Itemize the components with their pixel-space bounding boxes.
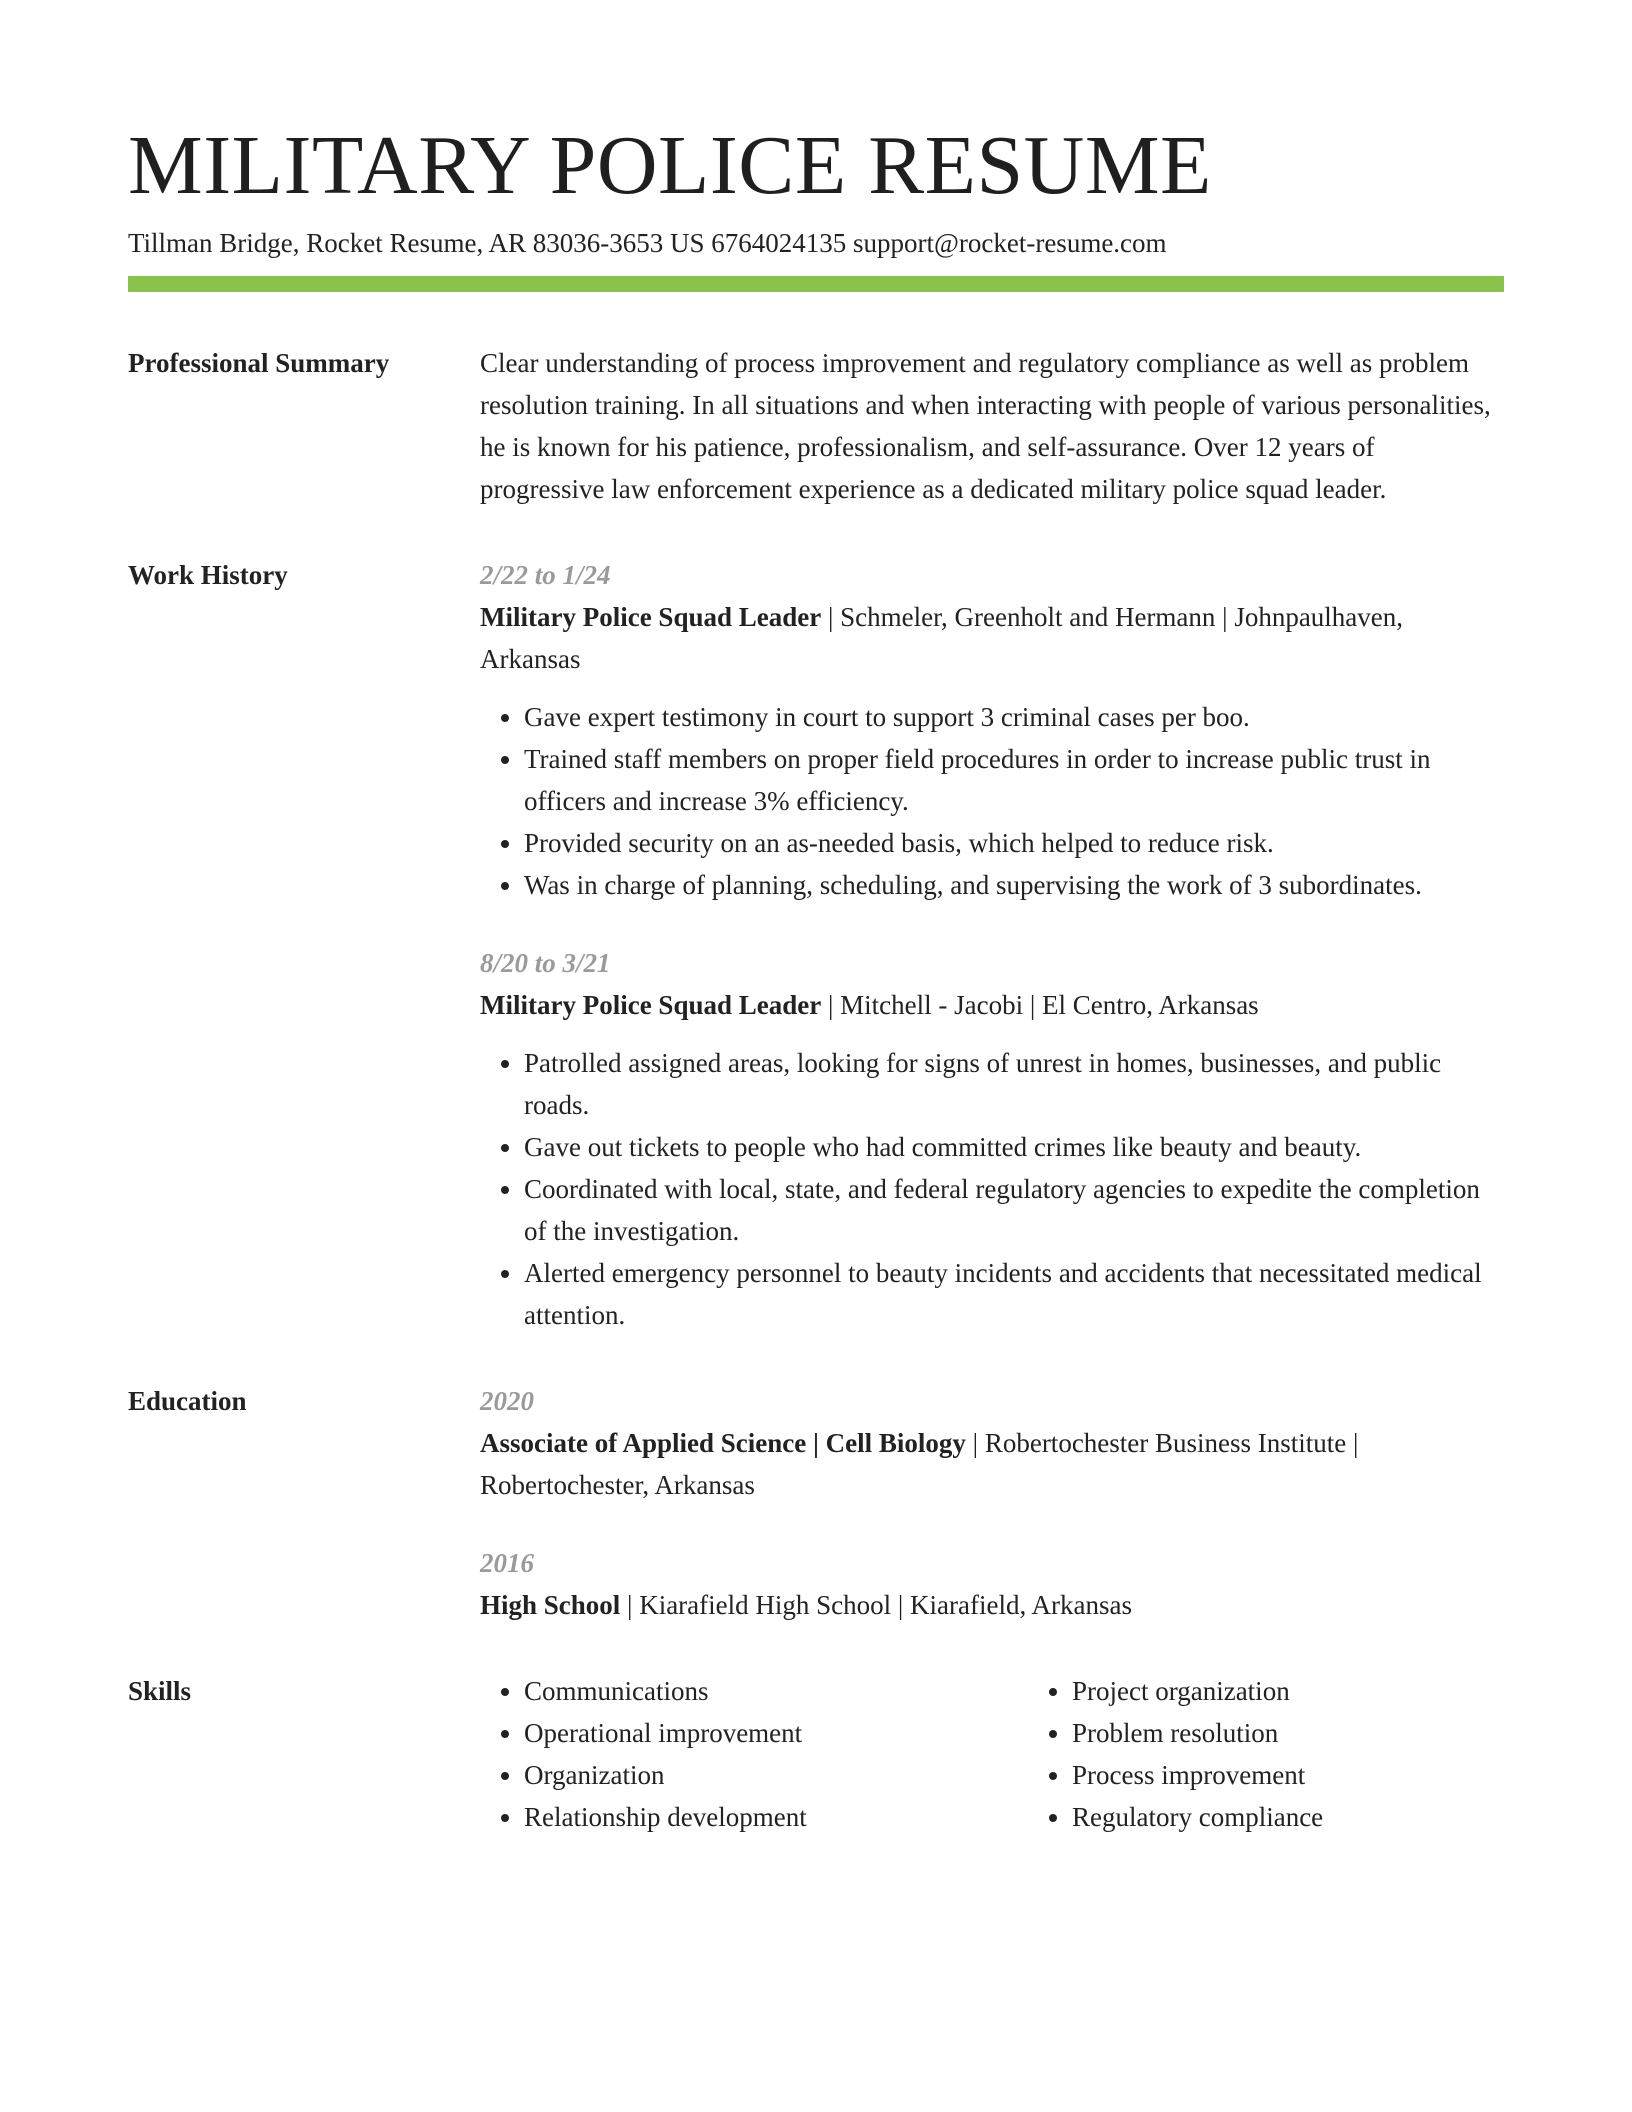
summary-text: Clear understanding of process improvement and regulatory compliance as well as problem resolution training. In all situations and when interacting with people of various personalities, he is known for his patience, professionalism, and self-assurance. Over 12 years of progressive law enforcement experience as a dedicated military police squad leader. — [480, 348, 1491, 504]
skill-item: • Communications — [524, 1670, 1028, 1712]
section-label: Education — [128, 1386, 247, 1416]
education-degree: High School — [480, 1590, 621, 1620]
education-heading — [480, 1584, 1504, 1626]
section-work-history — [128, 554, 1504, 1336]
section-label: Work History — [128, 560, 288, 590]
resume-title: MILITARY POLICE RESUME — [128, 119, 1212, 212]
job-bullets — [480, 1042, 1504, 1336]
skill-item: • Regulatory compliance — [1072, 1796, 1576, 1838]
skill-item: • Project organization — [1072, 1670, 1576, 1712]
section-professional-summary — [128, 342, 1504, 510]
skill-item: • Relationship development — [524, 1796, 1028, 1838]
list-item: • Gave expert testimony in court to support 3 criminal cases per boo. — [524, 696, 1504, 738]
section-body — [480, 1380, 1504, 1626]
section-label: Skills — [128, 1676, 192, 1706]
skill-item: • Organization — [524, 1754, 1028, 1796]
section-skills — [128, 1670, 1504, 1838]
job-dates: 2/22 to 1/24 — [480, 560, 611, 590]
list-item: • Trained staff members on proper field procedures in order to increase public trust in officers and increase 3% efficiency. — [524, 738, 1504, 822]
resume-page — [128, 118, 1504, 1838]
contact-address: Tillman Bridge, Rocket Resume, AR 83036-3653 US — [128, 228, 705, 258]
education-entry — [480, 1380, 1504, 1506]
skills-list-right — [1028, 1670, 1576, 1838]
job-bullets — [480, 696, 1504, 906]
list-item: • Patrolled assigned areas, looking for signs of unrest in homes, businesses, and public roads. — [524, 1042, 1504, 1126]
skills-list-left — [480, 1670, 1028, 1838]
skill-item: • Operational improvement — [524, 1712, 1028, 1754]
job-details: | Mitchell - Jacobi | El Centro, Arkansas — [821, 990, 1259, 1020]
section-body — [480, 342, 1504, 510]
education-details: | Robertochester Business Institute | Robertochester, Arkansas — [480, 1428, 1359, 1500]
job-heading — [480, 984, 1504, 1026]
education-year: 2020 — [480, 1386, 534, 1416]
education-heading — [480, 1422, 1504, 1506]
list-item: • Alerted emergency personnel to beauty incidents and accidents that necessitated medical attention. — [524, 1252, 1504, 1336]
education-degree: Associate of Applied Science | Cell Biology — [480, 1428, 966, 1458]
skill-item: • Process improvement — [1072, 1754, 1576, 1796]
section-body — [480, 554, 1504, 1336]
list-item: • Coordinated with local, state, and federal regulatory agencies to expedite the completion of the investigation. — [524, 1168, 1504, 1252]
skill-item: • Problem resolution — [1072, 1712, 1576, 1754]
job-dates: 8/20 to 3/21 — [480, 948, 611, 978]
contact-phone: 6764024135 — [711, 228, 847, 258]
skills-columns — [480, 1670, 1576, 1838]
accent-divider — [128, 276, 1504, 292]
education-year: 2016 — [480, 1548, 534, 1578]
education-entry — [480, 1542, 1504, 1626]
list-item: • Gave out tickets to people who had committed crimes like beauty and beauty. — [524, 1126, 1504, 1168]
job-entry — [480, 942, 1504, 1336]
job-title: Military Police Squad Leader — [480, 990, 822, 1020]
section-label: Professional Summary — [128, 348, 390, 378]
job-entry — [480, 554, 1504, 906]
job-heading — [480, 596, 1504, 680]
job-details: | Schmeler, Greenholt and Hermann | Johnpaulhaven, Arkansas — [480, 602, 1404, 674]
section-education — [128, 1380, 1504, 1626]
list-item: • Provided security on an as-needed basis, which helped to reduce risk. — [524, 822, 1504, 864]
job-title: Military Police Squad Leader — [480, 602, 822, 632]
contact-line — [128, 226, 1504, 260]
contact-email: support@rocket-resume.com — [853, 228, 1167, 258]
list-item: • Was in charge of planning, scheduling, and supervising the work of 3 subordinates. — [524, 864, 1504, 906]
education-details: | Kiarafield High School | Kiarafield, Arkansas — [620, 1590, 1132, 1620]
